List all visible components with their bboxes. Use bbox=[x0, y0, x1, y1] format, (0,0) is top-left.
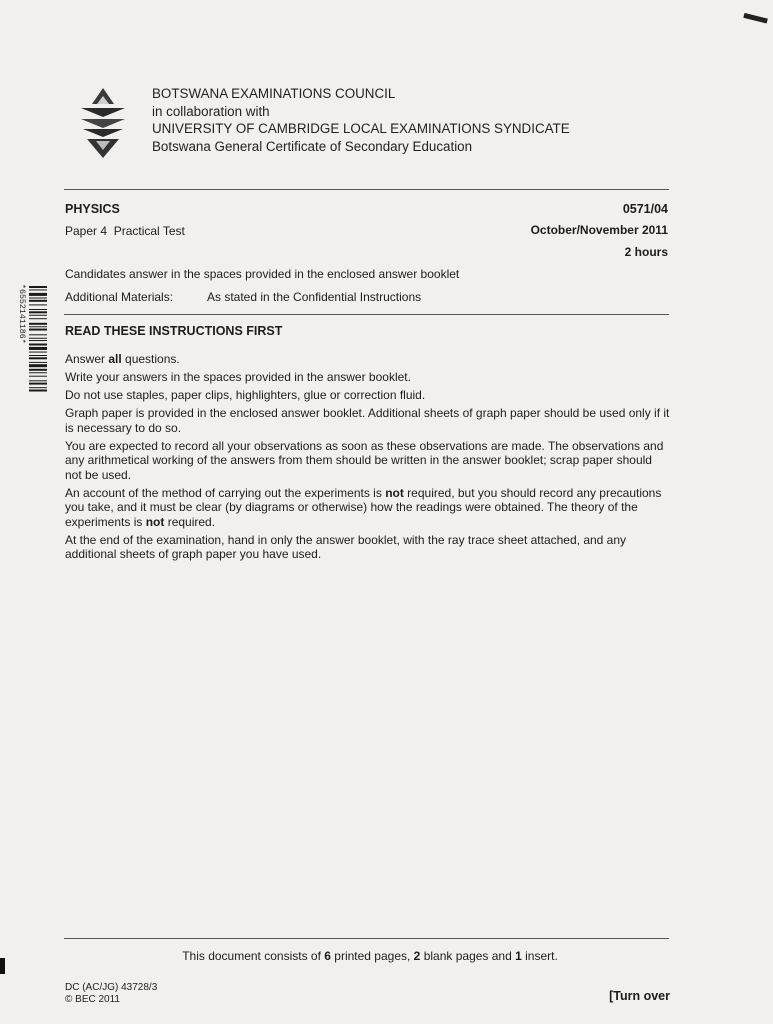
barcode bbox=[18, 282, 48, 432]
middle-divider bbox=[64, 314, 669, 315]
instructions-list bbox=[65, 352, 671, 565]
copyright-notice: © BEC 2011 bbox=[65, 994, 120, 1005]
exam-session: October/November 2011 bbox=[530, 223, 668, 237]
instruction-answer-all: Answer all questions. bbox=[65, 352, 180, 366]
turn-over-note: [Turn over bbox=[609, 989, 670, 1003]
paper-code: 0571/04 bbox=[622, 202, 668, 216]
instructions-heading: READ THESE INSTRUCTIONS FIRST bbox=[65, 324, 283, 338]
page-count-note: This document consists of 6 printed pages, 2 blank pages and 1 insert. bbox=[182, 949, 558, 963]
additional-materials-value: As stated in the Confidential Instructions bbox=[207, 290, 422, 304]
collaboration-text: in collaboration with bbox=[152, 104, 270, 119]
council-name: BOTSWANA EXAMINATIONS COUNCIL bbox=[152, 86, 396, 101]
instruction-method-account: An account of the method of carrying out the experiments is not required, but you should record any precautions you take, and it must be clear (by diagrams or otherwise) how the readings were obtained. The theory of the experiments is not required. bbox=[65, 485, 662, 529]
instruction-record-observations: You are expected to record all your observations as soon as these observations are made. The observations and any arithmetical working of the answers from them should be written in the answer booklet; scrap paper should not be used. bbox=[65, 438, 664, 482]
subject-title: PHYSICS bbox=[65, 202, 120, 216]
document-code: DC (AC/JG) 43728/3 bbox=[65, 982, 158, 993]
paper-title: Paper 4 Practical Test bbox=[65, 224, 185, 238]
syndicate-name: UNIVERSITY OF CAMBRIDGE LOCAL EXAMINATIONS SYNDICATE bbox=[152, 121, 570, 136]
instruction-hand-in: At the end of the examination, hand in only the answer booklet, with the ray trace sheet attached, and any additional sheets of graph paper you have used. bbox=[65, 532, 627, 562]
certificate-name: Botswana General Certificate of Secondary Education bbox=[152, 139, 473, 154]
instruction-no-staples: Do not use staples, paper clips, highlighters, glue or correction fluid. bbox=[65, 387, 426, 402]
instruction-write-answers: Write your answers in the spaces provided in the answer booklet. bbox=[65, 369, 411, 384]
corner-scan-mark bbox=[743, 0, 772, 24]
top-divider bbox=[64, 189, 669, 190]
additional-materials-label: Additional Materials: bbox=[65, 290, 174, 304]
barcode-digits: *6552141186* bbox=[17, 284, 26, 344]
footer-divider bbox=[64, 938, 669, 939]
candidates-note: Candidates answer in the spaces provided in the enclosed answer booklet bbox=[65, 267, 460, 281]
council-logo bbox=[78, 86, 128, 160]
exam-duration: 2 hours bbox=[624, 245, 668, 259]
instruction-graph-paper: Graph paper is provided in the enclosed answer booklet. Additional sheets of graph paper should be used only if it is necessary to do so. bbox=[65, 405, 670, 435]
